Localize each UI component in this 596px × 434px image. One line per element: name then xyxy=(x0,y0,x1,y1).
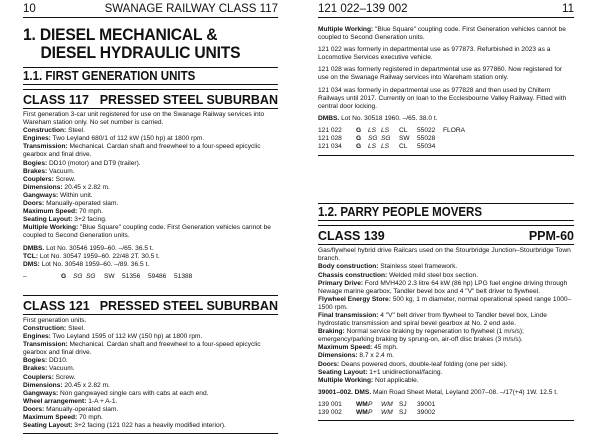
spec-key: Seating Layout: xyxy=(318,368,368,376)
class-intro: Gas/flywheel hybrid drive Railcars used on the Stourbridge Junction–Stourbridge Town branch. xyxy=(318,247,571,263)
unit-owner: LS xyxy=(368,143,377,151)
spec-line xyxy=(23,253,278,261)
spec-line xyxy=(318,328,574,344)
spec-line xyxy=(23,135,278,143)
spec-key: Chassis construction: xyxy=(318,271,388,279)
unit-pool: LS xyxy=(381,126,390,134)
spec-line xyxy=(23,325,278,333)
spec-value: "Blue Square" coupling code. First Generation vehicles cannot be coupled to Second Generation units. xyxy=(318,26,566,42)
spec-value: 1+1 unidirectional/facing. xyxy=(367,368,443,376)
unit-car: 55028 xyxy=(417,135,436,143)
section-heading: 1.1. FIRST GENERATION UNITS xyxy=(23,67,278,85)
section-heading: 1.2. PARRY PEOPLE MOVERS xyxy=(318,203,574,221)
spec-key: Construction: xyxy=(23,127,67,135)
spec-value: 3+2 facing (121 022 has a heavily modified interior). xyxy=(72,422,226,430)
set-number: – xyxy=(23,272,27,280)
spec-key: Dimensions: xyxy=(318,352,358,360)
spec-value: 8.7 x 2.4 m. xyxy=(357,352,394,360)
spec-line xyxy=(318,280,574,296)
spec-line xyxy=(23,414,278,422)
spec-line xyxy=(23,261,278,269)
unit-depot: SW xyxy=(399,135,410,143)
spec-key: Primary Drive: xyxy=(318,279,364,287)
spec-line xyxy=(23,143,278,159)
unit-row xyxy=(318,401,574,409)
spec-line xyxy=(23,208,278,216)
unit-livery: WM xyxy=(356,400,368,408)
page-number: 10 xyxy=(23,3,36,15)
unit-livery: G xyxy=(356,143,362,151)
spec-line xyxy=(23,160,278,168)
page-bottom-rule xyxy=(318,420,574,421)
spec-key: DMBS. xyxy=(23,244,45,252)
spec-key: Seating Layout: xyxy=(23,422,73,430)
spec-line xyxy=(318,66,574,82)
spec-key: Maximum Speed: xyxy=(318,344,373,352)
unit-name xyxy=(443,143,469,151)
spec-value: Deans powered doors, double-leaf folding (one per side). xyxy=(339,360,508,368)
class-name: CLASS 117 xyxy=(23,93,90,107)
spec-key: Engines: xyxy=(23,135,51,143)
running-title: 121 022–139 002 xyxy=(318,3,408,15)
spec-key: Multiple Working: xyxy=(23,224,79,232)
spec-line xyxy=(23,333,278,341)
spec-key: Seating Layout: xyxy=(23,216,73,224)
unit-row xyxy=(23,273,278,281)
class-121-units xyxy=(318,127,574,151)
spec-line xyxy=(23,224,278,240)
spec-line xyxy=(23,382,278,390)
spec-value: Lot No. 30518 1960. –/65. 38.0 t. xyxy=(339,114,438,122)
spec-key: Construction: xyxy=(23,324,67,332)
unit-depot: SJ xyxy=(399,400,407,408)
spec-line xyxy=(23,184,278,192)
vehicle-number: 51356 xyxy=(122,272,141,280)
spec-value: Ford MVH420 2.3 litre 64 kW (86 hp) LPG fuel engine driving through Newage marine gearbox, Tandler bevel box and 4 "V" belt driver to flywheel. xyxy=(318,279,568,295)
unit-livery: G xyxy=(356,135,362,143)
spec-line xyxy=(23,365,278,373)
spec-value: Steel. xyxy=(66,127,85,135)
spec-value: 4 "V" belt driver from flywheel to Tandler bevel box, Linde hydrostatic transmission and spiral bevel gearbox at No. 2 end axle. xyxy=(318,311,547,328)
spec-line xyxy=(23,422,278,430)
spec-key: Transmission: xyxy=(23,143,68,151)
class-139-heading xyxy=(318,225,574,245)
spec-value: 3+2 facing. xyxy=(72,216,107,224)
spec-value: 500 kg, 1 m diameter, normal operational speed range 1000–1500 rpm. xyxy=(318,295,572,311)
spec-key: Doors: xyxy=(23,200,45,208)
spec-key: Engines: xyxy=(23,333,51,341)
class-intro: First generation 3-car unit registered for use on the Swanage Railway services into Wareham station only. No set number is carried. xyxy=(23,111,265,127)
right-page xyxy=(298,0,596,420)
spec-value: Screw. xyxy=(53,373,76,381)
unit-num: 139 002 xyxy=(318,409,342,416)
spec-line xyxy=(318,87,574,111)
lot-line xyxy=(318,389,574,397)
spec-line xyxy=(318,361,574,369)
spec-key: Body construction: xyxy=(318,263,379,271)
spec-key: Dimensions: xyxy=(23,183,63,191)
class-type: PRESSED STEEL SUBURBAN xyxy=(99,298,278,313)
spec-value: Within unit. xyxy=(58,191,93,199)
spec-line xyxy=(23,192,278,200)
class-type: PPM-60 xyxy=(528,229,574,244)
spec-value: Mechanical. Cardan shaft and freewheel to a four-speed epicyclic gearbox and final drive. xyxy=(23,341,261,357)
unit-owner: SG xyxy=(368,135,378,143)
unit-car: 55022 xyxy=(417,126,436,134)
spec-value: 20.45 x 2.82 m. xyxy=(62,381,110,389)
spec-line xyxy=(23,245,278,253)
spec-key: Couplers: xyxy=(23,373,54,381)
spec-value: 20.45 x 2.82 m. xyxy=(62,183,110,191)
spec-line xyxy=(23,398,278,406)
spec-value: "Blue Square" coupling code. First Generation vehicles cannot be coupled to Second Generation units. xyxy=(23,224,271,240)
spec-line xyxy=(23,176,278,184)
spec-key: Multiple Working: xyxy=(318,26,374,33)
livery: G xyxy=(61,272,67,280)
class-117-lots xyxy=(23,245,278,269)
class-139-specs xyxy=(318,263,574,384)
spec-key: DMBS. xyxy=(318,114,340,122)
spec-value: Steel. xyxy=(66,324,85,332)
unit-car: 39002 xyxy=(417,409,436,416)
spec-value: 121 028 was formerly registered in departmental use as 977860. Now registered for use on the Swanage Railway services into Wareham station only. xyxy=(318,66,563,82)
chapter-title xyxy=(23,26,258,62)
spec-key: Bogies: xyxy=(23,357,48,365)
spec-value: Mechanical. Cardan shaft and freewheel to a four-speed epicyclic gearbox and final drive. xyxy=(23,143,261,159)
spec-line xyxy=(23,406,278,414)
spec-value: 70 mph. xyxy=(77,208,103,216)
spec-value: Not applicable. xyxy=(373,376,419,384)
spec-line xyxy=(23,127,278,135)
unit-car: 55034 xyxy=(417,143,436,151)
spec-line xyxy=(23,200,278,208)
spec-key: Maximum Speed: xyxy=(23,414,78,421)
running-header xyxy=(23,2,278,18)
depot: SW xyxy=(104,272,115,280)
spec-key: Gangways: xyxy=(23,191,59,199)
spec-line xyxy=(23,374,278,382)
spec-value: Vacuum. xyxy=(47,167,75,175)
spec-line xyxy=(318,296,574,312)
spec-key: Final transmission: xyxy=(318,311,379,319)
vehicle-number: 51388 xyxy=(174,272,193,280)
spec-key: Wheel arrangement: xyxy=(23,397,87,405)
spec-key: TCL: xyxy=(23,252,39,260)
spec-value: Two Leyland 680/1 of 112 kW (150 hp) at 1800 rpm. xyxy=(50,135,205,143)
unit-owner: P xyxy=(368,400,373,408)
spec-value: 121 022 was formerly in departmental use as 977873. Refurbished in 2023 as a Locomotive Services executive vehicle. xyxy=(318,46,551,62)
class-name: CLASS 139 xyxy=(318,229,385,244)
spec-value: Two Leyland 1595 of 112 kW (150 hp) at 1800 rpm. xyxy=(50,333,203,341)
spec-value: 70 mph. xyxy=(77,414,103,421)
class-121-heading xyxy=(23,295,278,315)
unit-row xyxy=(318,143,574,151)
spec-key: Flywheel Energy Store: xyxy=(318,295,391,303)
spec-value: Vacuum. xyxy=(47,365,75,373)
class-type: PRESSED STEEL SUBURBAN xyxy=(99,93,278,107)
unit-name: FLORA xyxy=(443,126,465,134)
vehicle-number: 59486 xyxy=(148,272,167,280)
spec-key: Brakes: xyxy=(23,167,48,175)
spec-key: Doors: xyxy=(318,360,340,368)
spec-line xyxy=(318,344,574,352)
class-139-units xyxy=(318,401,574,417)
spec-value: Screw. xyxy=(53,175,76,183)
spec-value: DD10. xyxy=(47,357,68,365)
chapter-title-line1: 1. DIESEL MECHANICAL & xyxy=(23,25,218,44)
spec-line xyxy=(23,341,278,357)
spec-key: Multiple Working: xyxy=(318,376,374,384)
unit-row xyxy=(318,409,574,417)
unit-pool: WM xyxy=(381,400,393,408)
spec-line xyxy=(318,46,574,62)
spec-key: Maximum Speed: xyxy=(23,208,78,216)
owner: SG xyxy=(73,272,83,280)
spec-value: Manually-operated slam. xyxy=(44,405,119,413)
class-intro: First generation units. xyxy=(23,316,87,324)
unit-pool: WM xyxy=(381,409,393,416)
spec-value: Welded mild steel box section. xyxy=(387,271,479,279)
spec-line xyxy=(23,216,278,224)
spec-line xyxy=(23,357,278,365)
spec-value: Lot No. 30546 1959–60. –/65. 36.5 t. xyxy=(44,244,154,252)
spec-line xyxy=(318,26,574,42)
unit-owner: P xyxy=(368,409,373,416)
class-117-specs xyxy=(23,127,278,240)
unit-depot: CL xyxy=(399,126,408,134)
unit-pool: LS xyxy=(381,143,390,151)
spec-value: 1-A + A-1. xyxy=(86,397,118,405)
spec-value: DD10 (motor) and DT9 (trailer). xyxy=(47,159,141,167)
unit-num: 121 034 xyxy=(318,143,342,151)
spec-key: DMS: xyxy=(23,260,40,268)
unit-livery: G xyxy=(356,126,362,134)
spec-line xyxy=(318,369,574,377)
unit-livery: WM xyxy=(356,409,368,416)
class-name: CLASS 121 xyxy=(23,298,90,313)
unit-depot: CL xyxy=(399,143,408,151)
spec-key: Transmission: xyxy=(23,341,68,349)
spec-key: Dimensions: xyxy=(23,381,63,389)
lot-key: 39001–002. DMS. xyxy=(318,388,372,396)
page-number: 11 xyxy=(562,3,574,15)
spec-value: Normal service braking by regeneration to flywheel (1 m/s/s); emergency/parking braking by sprung-on, air-off disc brakes (3 m/s/s). xyxy=(318,328,524,344)
spec-value: Manually-operated slam. xyxy=(44,200,119,208)
unit-car: 39001 xyxy=(417,400,436,408)
running-title: SWANAGE RAILWAY CLASS 117 xyxy=(104,3,278,15)
spec-line xyxy=(318,352,574,360)
running-header xyxy=(318,2,574,18)
spec-line xyxy=(318,377,574,385)
unit-row xyxy=(318,135,574,143)
spec-key: Braking: xyxy=(318,328,345,336)
unit-num: 121 028 xyxy=(318,135,342,143)
spec-key: Doors: xyxy=(23,405,45,413)
spec-line xyxy=(23,168,278,176)
spec-line xyxy=(318,312,574,328)
class-121-notes xyxy=(318,26,574,123)
unit-pool: SG xyxy=(381,135,391,143)
spec-value: 45 mph. xyxy=(372,344,398,352)
pool: SG xyxy=(86,272,96,280)
unit-name xyxy=(443,135,469,143)
class-121-specs xyxy=(23,325,278,430)
spec-key: Gangways: xyxy=(23,389,59,397)
unit-depot: SJ xyxy=(399,409,407,416)
class-117-heading xyxy=(23,89,278,109)
spec-key: Couplers: xyxy=(23,175,54,183)
unit-row xyxy=(318,127,574,135)
spec-key: Bogies: xyxy=(23,159,48,167)
spec-value: Stainless steel framework. xyxy=(378,263,458,271)
spec-key: Brakes: xyxy=(23,365,48,373)
chapter-title-line2: DIESEL HYDRAULIC UNITS xyxy=(40,43,241,62)
left-page xyxy=(0,0,298,430)
unit-owner: LS xyxy=(368,126,377,134)
spec-value: Lot No. 30548 1959–60. –/89. 36.5 t. xyxy=(39,260,150,268)
unit-num: 139 001 xyxy=(318,400,342,408)
spec-value: Non gangwayed single cars with cabs at each end. xyxy=(58,389,209,397)
spec-value: Lot No. 30547 1959–60. 22/48 2T. 30.5 t. xyxy=(38,252,160,260)
spec-line xyxy=(318,263,574,271)
lot-value: Main Road Sheet Metal, Leyland 2007–08. –/17(+4) 1W. 12.5 t. xyxy=(371,388,558,396)
spec-value: 121 034 was formerly in departmental use as 977828 and then used by Chiltern Railways until 2017. Currently on loan to the Ecclesbourne Valley Railway. Fitted with central door locking. xyxy=(318,86,567,110)
spec-line xyxy=(318,115,574,123)
spec-line xyxy=(23,390,278,398)
unit-num: 121 022 xyxy=(318,126,342,134)
spec-line xyxy=(318,272,574,280)
